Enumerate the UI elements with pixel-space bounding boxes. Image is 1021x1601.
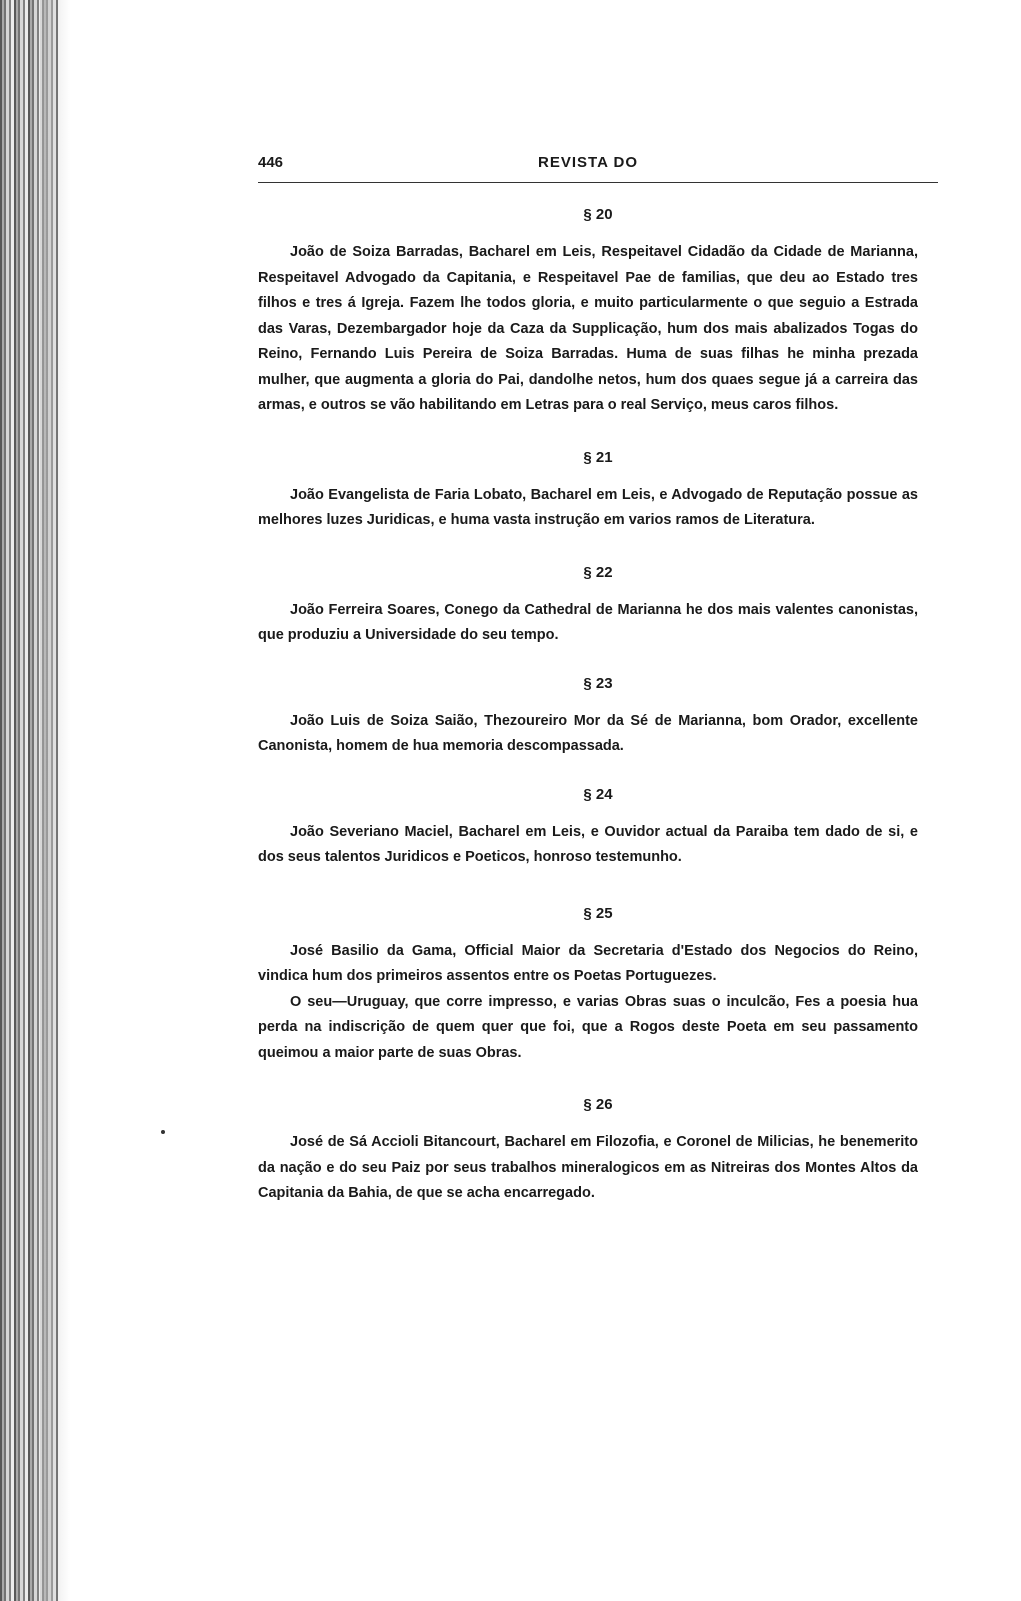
section-mark: § 22 xyxy=(583,563,613,581)
section-mark: § 24 xyxy=(583,785,613,803)
section-mark: § 20 xyxy=(583,206,613,223)
scan-speck xyxy=(161,1130,165,1134)
section-26 xyxy=(258,1088,918,1207)
section-20 xyxy=(258,198,918,419)
section-mark: § 25 xyxy=(583,904,613,922)
section-21 xyxy=(258,441,918,534)
section-25 xyxy=(258,897,918,1067)
section-mark: § 23 xyxy=(583,674,613,692)
section-mark: § 21 xyxy=(583,448,613,466)
section-23 xyxy=(258,667,918,760)
section-24 xyxy=(258,778,918,871)
paragraph: José Basilio da Gama, Official Maior da Secretaria d'Estado dos Negocios do Reino, vindica hum dos primeiros assentos entre os Poetas Portuguezes. xyxy=(258,942,918,984)
section-22 xyxy=(258,556,918,649)
binding-shadow xyxy=(40,0,70,1601)
page-number: 446 xyxy=(258,154,284,171)
paragraph: João Severiano Maciel, Bacharel em Leis, e Ouvidor actual da Paraiba tem dado de si, e dos seus talentos Juridicos e Poeticos, honroso testemunho. xyxy=(258,823,918,865)
paragraph: O seu—Uruguay, que corre impresso, e varias Obras suas o inculcão, Fes a poesia hua perda na indiscrição de quem quer que foi, que a Rogos deste Poeta em seu passamento queimou a maior parte de suas Obras. xyxy=(258,993,918,1061)
journal-title: REVISTA DO xyxy=(538,154,639,171)
paragraph: João Ferreira Soares, Conego da Cathedral de Marianna he dos mais valentes canonistas, que produziu a Universidade do seu tempo. xyxy=(258,601,918,643)
paragraph: José de Sá Accioli Bitancourt, Bacharel em Filozofia, e Coronel de Milicias, he benemerito da nação e do seu Paiz por seus trabalhos mineralogicos em as Nitreiras dos Montes Altos da Capitania da Bahia, de que se acha encarregado. xyxy=(258,1134,918,1201)
header-rule xyxy=(258,182,938,183)
section-mark: § 26 xyxy=(583,1096,613,1113)
page-body xyxy=(258,148,918,1207)
paragraph: João Luis de Soiza Saião, Thezoureiro Mor da Sé de Marianna, bom Orador, excellente Canonista, homem de hua memoria descompassada. xyxy=(258,712,918,754)
running-head xyxy=(258,148,918,174)
paragraph: João de Soiza Barradas, Bacharel em Leis, Respeitavel Cidadão da Cidade de Marianna, Respeitavel Advogado da Capitania, e Respeitavel Pae de familias, que deu ao Estado tres filhos e tres á Igreja. Fazem lhe todos gloria, e muito particularmente o que seguio a Estrada das Varas, Dezembargador hoje da Caza da Supplicação, hum dos mais abalizados Togas do Reino, Fernando Luis Pereira de Soiza Barradas. Huma de suas filhas he minha prezada mulher, que augmenta a gloria do Pai, dandolhe netos, hum dos quaes segue já a carreira das armas, e outros se vão habilitando em Letras para o real Serviço, meus caros filhos. xyxy=(258,244,918,413)
paragraph: João Evangelista de Faria Lobato, Bacharel em Leis, e Advogado de Reputação possue as melhores luzes Juridicas, e huma vasta instrução em varios ramos de Literatura. xyxy=(258,486,918,528)
